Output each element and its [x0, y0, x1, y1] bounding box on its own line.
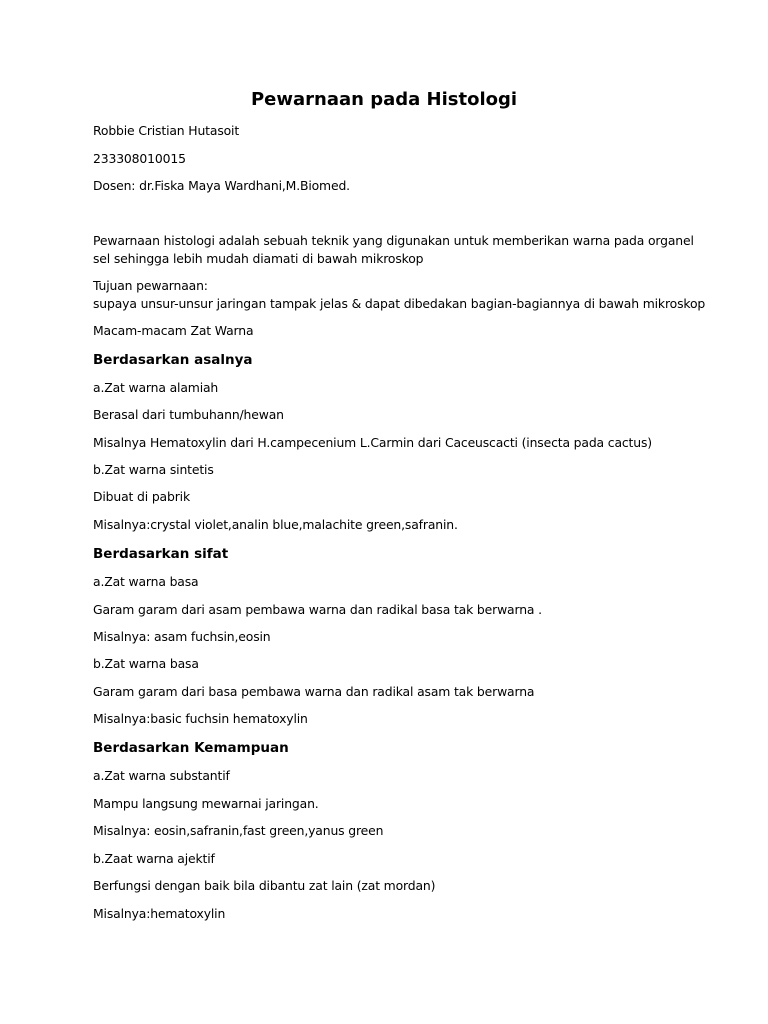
intro-line: sel sehingga lebih mudah diamati di bawah mikroskop	[93, 251, 424, 266]
section-heading-property: Berdasarkan sifat	[93, 546, 229, 562]
section-item: Dibuat di pabrik	[93, 489, 190, 504]
section-item: Misalnya:hematoxylin	[93, 906, 226, 921]
section-heading-ability: Berdasarkan Kemampuan	[93, 740, 289, 756]
section-item: Mampu langsung mewarnai jaringan.	[93, 796, 319, 811]
section-item: Misalnya: asam fuchsin,eosin	[93, 629, 271, 644]
student-id: 233308010015	[93, 151, 186, 166]
section-item: Berasal dari tumbuhann/hewan	[93, 407, 284, 422]
section-item: Garam garam dari asam pembawa warna dan radikal basa tak berwarna .	[93, 602, 542, 617]
section-item: b.Zat warna basa	[93, 656, 199, 671]
types-label: Macam-macam Zat Warna	[93, 323, 254, 338]
section-item: Garam garam dari basa pembawa warna dan radikal asam tak berwarna	[93, 684, 535, 699]
author-name: Robbie Cristian Hutasoit	[93, 123, 240, 138]
section-item: Misalnya:crystal violet,analin blue,malachite green,safranin.	[93, 517, 458, 532]
intro-line: Pewarnaan histologi adalah sebuah teknik yang digunakan untuk memberikan warna pada organel	[93, 233, 694, 248]
section-item: Berfungsi dengan baik bila dibantu zat lain (zat mordan)	[93, 878, 436, 893]
intro-paragraph	[93, 232, 713, 268]
lecturer-name: Dosen: dr.Fiska Maya Wardhani,M.Biomed.	[93, 178, 350, 193]
document-title: Pewarnaan pada Histologi	[250, 89, 518, 110]
section-item: a.Zat warna basa	[93, 574, 199, 589]
section-item: a.Zat warna alamiah	[93, 380, 219, 395]
section-item: Misalnya:basic fuchsin hematoxylin	[93, 711, 308, 726]
section-item: b.Zaat warna ajektif	[93, 851, 215, 866]
purpose-label: Tujuan pewarnaan:	[93, 278, 208, 293]
section-item: a.Zat warna substantif	[93, 768, 230, 783]
section-item: b.Zat warna sintetis	[93, 462, 214, 477]
purpose-text: supaya unsur-unsur jaringan tampak jelas & dapat dibedakan bagian-bagiannya di bawah mikroskop	[93, 296, 706, 311]
purpose-paragraph	[93, 277, 713, 313]
section-heading-origin: Berdasarkan asalnya	[93, 352, 253, 368]
section-item: Misalnya: eosin,safranin,fast green,yanus green	[93, 823, 384, 838]
section-item: Misalnya Hematoxylin dari H.campecenium L.Carmin dari Caceuscacti (insecta pada cactus)	[93, 435, 652, 450]
